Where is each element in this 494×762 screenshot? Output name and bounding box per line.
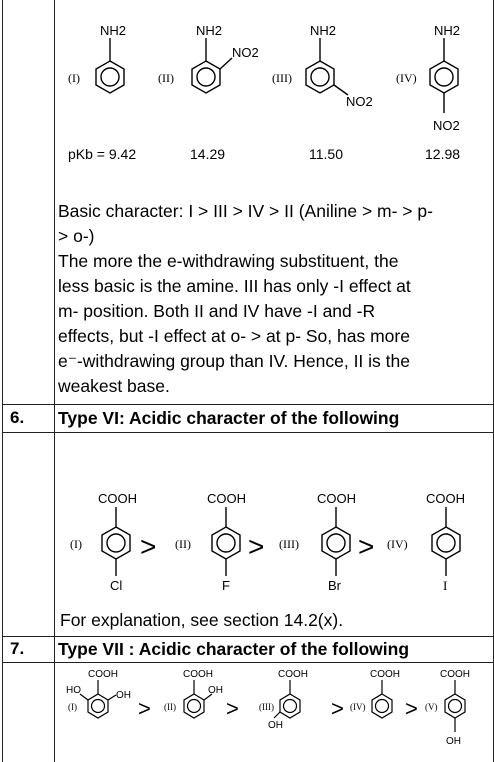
basic-character-explanation [58, 199, 488, 399]
row-divider-6-heading [2, 432, 494, 433]
row-number-6: 6. [10, 408, 25, 427]
substituent-ho: HO [66, 685, 81, 696]
cooh-label: COOH [278, 669, 308, 680]
substituent-f: F [222, 578, 230, 593]
cooh-label: COOH [370, 669, 400, 680]
compound-label-iii: (III) [279, 537, 299, 551]
compound-label-ii: (II) [164, 702, 176, 712]
aniline-label-ii: (II) [158, 71, 174, 85]
compound-label-iv: (IV) [350, 702, 366, 712]
compound-label-v: (V) [425, 702, 438, 712]
basic-order-line-2: > o-) [58, 226, 95, 246]
cooh-label: COOH [207, 491, 246, 506]
explanation-line: The more the e-withdrawing substituent, the [58, 251, 399, 271]
compound-label-ii: (II) [175, 537, 191, 551]
pkb-ii: 14.29 [190, 146, 226, 162]
greater-than-symbol: > [358, 531, 375, 562]
cooh-label: COOH [98, 491, 137, 506]
aniline-no2-iii: NO2 [346, 94, 373, 109]
halobenzoic-structures-figure [0, 490, 494, 600]
substituent-oh: OH [116, 690, 131, 701]
greater-than-symbol: > [140, 531, 157, 562]
substituent-cl: Cl [110, 578, 123, 593]
aniline-nh2-iv: NH2 [434, 23, 461, 38]
explanation-line: weakest base. [58, 376, 170, 396]
substituent-i: I [443, 578, 448, 593]
row-number-7: 7. [10, 639, 25, 658]
compound-label-iv: (IV) [387, 537, 408, 551]
greater-than-symbol: > [248, 531, 265, 562]
aniline-label-iv: (IV) [396, 71, 417, 85]
row-divider-6-top [2, 404, 494, 405]
greater-than-symbol: > [331, 696, 344, 721]
substituent-oh: OH [208, 685, 223, 696]
aniline-nh2-iii: NH2 [310, 23, 337, 38]
aniline-structures-figure [0, 0, 494, 170]
substituent-oh: OH [446, 736, 461, 747]
pkb-iv: 12.98 [425, 146, 461, 162]
pkb-iii: 11.50 [309, 146, 343, 162]
explanation-line: e⁻-withdrawing group than IV. Hence, II is the [58, 351, 410, 371]
cooh-label: COOH [440, 669, 470, 680]
greater-than-symbol: > [405, 696, 418, 721]
cooh-label: COOH [426, 491, 465, 506]
explanation-line: m- position. Both II and IV have -I and -R [58, 301, 376, 321]
pkb-i: pKb = 9.42 [68, 146, 137, 162]
row-divider-7-top [2, 636, 494, 637]
cooh-label: COOH [88, 669, 118, 680]
greater-than-symbol: > [138, 696, 151, 721]
aniline-no2-iv: NO2 [433, 118, 460, 133]
aniline-no2-ii: NO2 [232, 45, 259, 60]
compound-label-i: (I) [68, 702, 77, 712]
cooh-label: COOH [183, 669, 213, 680]
substituent-oh: OH [268, 720, 283, 731]
explanation-line: less basic is the amine. III has only -I effect at [58, 276, 411, 296]
greater-than-symbol: > [226, 696, 239, 721]
explanation-line: effects, but -I effect at o- > at p- So, has more [58, 326, 410, 346]
compound-label-i: (I) [70, 537, 82, 551]
aniline-nh2-ii: NH2 [196, 23, 223, 38]
hydroxybenzoic-structures-figure [0, 662, 494, 762]
row-6-heading: Type VI: Acidic character of the following [58, 408, 400, 428]
basic-order-line-1: Basic character: I > III > IV > II (Aniline > m- > p- [58, 201, 433, 221]
aniline-nh2-i: NH2 [100, 23, 127, 38]
cooh-label: COOH [317, 491, 356, 506]
row-6-explanation: For explanation, see section 14.2(x). [60, 610, 344, 630]
aniline-label-i: (I) [68, 71, 80, 85]
aniline-label-iii: (III) [272, 71, 292, 85]
substituent-br: Br [328, 578, 341, 593]
row-7-heading: Type VII : Acidic character of the following [58, 639, 410, 659]
compound-label-iii: (III) [259, 702, 274, 712]
